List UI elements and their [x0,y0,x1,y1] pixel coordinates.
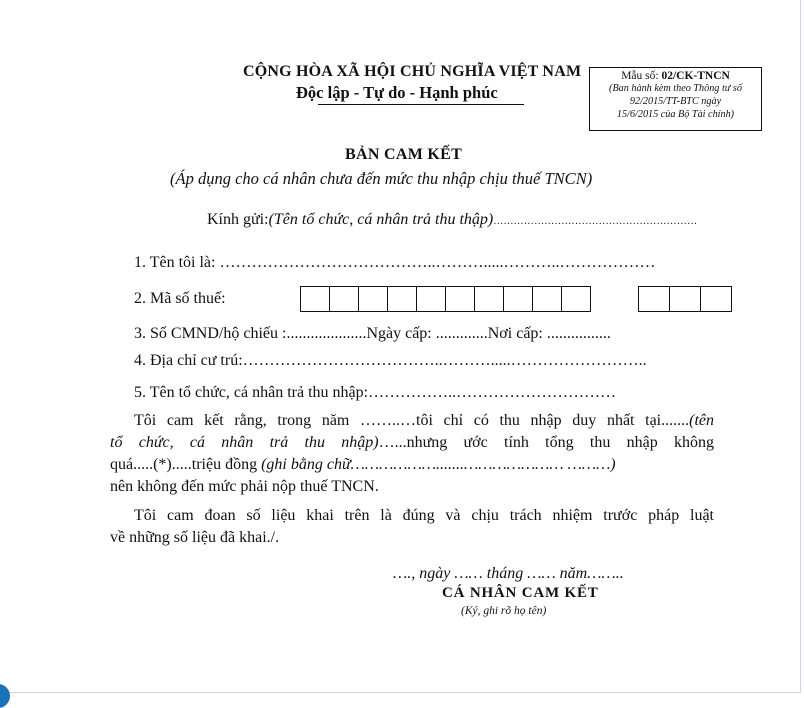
commitment-text: quá.....(*).....triệu đồng [110,456,262,473]
tax-digit-box[interactable] [358,286,388,312]
commitment-text: …...nhưng ước tính tổng thu nhập không [378,434,714,451]
document-subtitle: (Áp dụng cho cá nhân chưa đến mức thu nhập chịu thuế TNCN) [170,169,593,188]
tax-digit-box[interactable] [329,286,359,312]
tax-digit-box[interactable] [387,286,417,312]
commitment-line-2 [110,432,714,454]
assurance-line-1: Tôi cam đoan số liệu khai trên là đúng và chịu trách nhiệm trước pháp luật [134,507,714,524]
form-code-label: Mẫu số: [621,70,662,82]
document-title: BẢN CAM KẾT [345,146,463,163]
tax-digit-box[interactable] [561,286,591,312]
commitment-line-1 [110,410,714,432]
tax-digit-box[interactable] [503,286,533,312]
signature-note: (Ký, ghi rõ họ tên) [461,605,547,617]
recipient-hint: (Tên tổ chức, cá nhân trả thu thập) [268,211,494,228]
motto-underline [318,104,524,105]
recipient-field[interactable]: …………………………………………………… [493,216,698,227]
name-field[interactable]: 1. Tên tôi là: …………………………………..……….....………..……………… [134,254,656,271]
form-number-box [589,67,762,131]
tax-digit-box[interactable] [474,286,504,312]
tax-digit-box[interactable] [445,286,475,312]
assurance-line-2: về những số liệu đã khai./. [110,529,280,546]
commitment-line-3 [110,454,714,476]
payer-field[interactable]: 5. Tên tổ chức, cá nhân trả thu nhập:……………..………………………… [134,384,617,401]
signing-date[interactable]: …., ngày …… tháng …… năm…….. [393,565,624,582]
tax-code-suffix-boxes[interactable] [639,286,732,312]
id-card-field[interactable]: 3. Số CMND/hộ chiếu :....................Ngày cấp: .............Nơi cấp: ................ [134,325,611,342]
national-motto: Độc lập - Tự do - Hạnh phúc [296,83,498,102]
address-field[interactable]: 4. Địa chỉ cư trú:………………………………..……….....…………………….. [134,352,647,369]
tax-code-boxes[interactable] [301,286,591,312]
signer-title: CÁ NHÂN CAM KẾT [442,585,599,601]
commitment-paragraph [110,410,714,498]
tax-digit-box[interactable] [532,286,562,312]
form-note-1: (Ban hành kèm theo Thông tư số [609,83,742,94]
commitment-hint: tổ chức, cá nhân trả thu nhập) [110,434,379,451]
tax-digit-box[interactable] [700,286,732,312]
form-note-2: 92/2015/TT-BTC ngày [629,96,722,107]
commitment-text: Tôi cam kết rằng, trong năm ……..…tôi chỉ có thu nhập duy nhất tại....... [134,412,690,429]
recipient-label: Kính gửi: [207,211,269,228]
recipient-line [207,211,697,229]
form-code-value: 02/CK-TNCN [661,70,730,82]
tax-digit-box[interactable] [669,286,701,312]
form-note-3: 15/6/2015 của Bộ Tài chính) [616,109,735,120]
assurance-paragraph [110,505,714,549]
country-name: CỘNG HÒA XÃ HỘI CHỦ NGHĨA VIỆT NAM [243,63,582,80]
form-code [590,70,761,82]
tax-digit-box[interactable] [638,286,670,312]
commitment-hint: (ghi bằng chữ……………….......………………… ………) [261,456,616,473]
tax-digit-box[interactable] [300,286,330,312]
tax-code-label: 2. Mã số thuế: [134,290,226,307]
commitment-hint: (tên [689,412,714,429]
tax-digit-box[interactable] [416,286,446,312]
commitment-line-4: nên không đến mức phải nộp thuế TNCN. [110,478,379,495]
